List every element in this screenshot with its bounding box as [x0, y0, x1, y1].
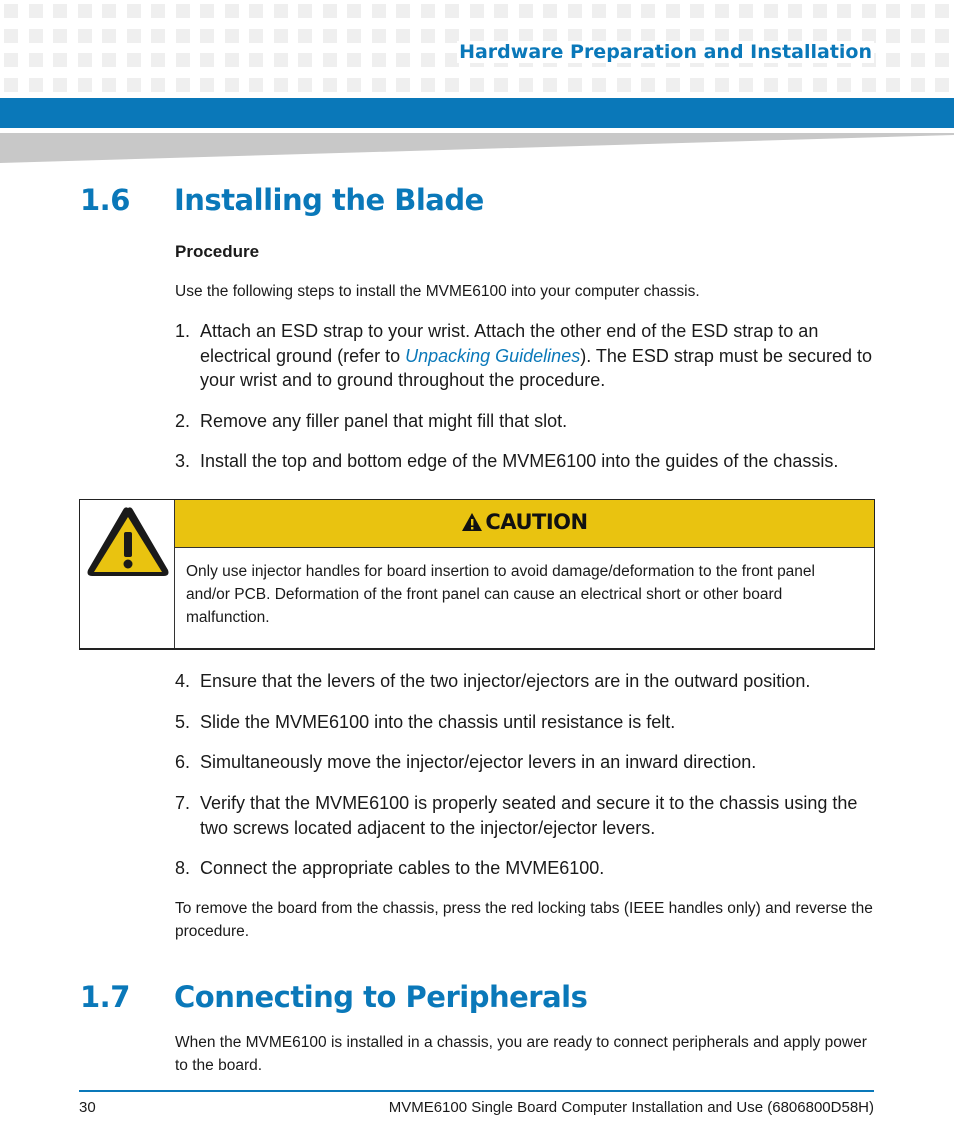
- header-dot: [543, 78, 557, 92]
- header-dot: [935, 29, 949, 43]
- header-dot: [568, 4, 582, 18]
- header-dot: [323, 78, 337, 92]
- header-dot: [494, 4, 508, 18]
- caution-banner: [175, 500, 874, 548]
- header-dot: [127, 78, 141, 92]
- header-dot: [935, 53, 949, 67]
- header-dot: [151, 29, 165, 43]
- header-dot: [151, 53, 165, 67]
- header-dot: [53, 4, 67, 18]
- header-dot: [911, 4, 925, 18]
- unpacking-guidelines-link[interactable]: Unpacking Guidelines: [405, 345, 581, 366]
- step-text: Ensure that the levers of the two injector/ejectors are in the outward position.: [200, 671, 811, 691]
- footer-rule: [79, 1090, 874, 1092]
- section-body: When the MVME6100 is installed in a chassis, you are ready to connect peripherals and apply power to the board.: [175, 1034, 867, 1074]
- header-dot: [127, 29, 141, 43]
- header-dot: [592, 4, 606, 18]
- procedure-label: Procedure: [175, 242, 260, 261]
- header-dot: [813, 78, 827, 92]
- header-dot: [151, 4, 165, 18]
- header-dot: [886, 4, 900, 18]
- header-dot: [200, 78, 214, 92]
- header-dot: [862, 78, 876, 92]
- page-number: 30: [79, 1099, 96, 1116]
- header-dot: [617, 4, 631, 18]
- step-number: 8.: [175, 858, 191, 878]
- header-dot: [788, 78, 802, 92]
- section-title: Installing the Blade: [174, 183, 484, 217]
- header-dot: [886, 29, 900, 43]
- header-dot: [176, 29, 190, 43]
- header-dot: [396, 53, 410, 67]
- intro-text: Use the following steps to install the MVME6100 into your computer chassis.: [175, 283, 700, 300]
- header-dot: [225, 78, 239, 92]
- header-dot: [298, 78, 312, 92]
- header-dot: [151, 78, 165, 92]
- header-dot: [396, 78, 410, 92]
- section-number: 1.6: [80, 183, 130, 217]
- header-dot: [421, 53, 435, 67]
- header-dot: [641, 78, 655, 92]
- header-dot: [519, 4, 533, 18]
- header-dot: [249, 78, 263, 92]
- step-text: Slide the MVME6100 into the chassis until resistance is felt.: [200, 712, 676, 732]
- step-text: Verify that the MVME6100 is properly seated and secure it to the chassis using the two screws located adjacent to the injector/ejector levers.: [200, 793, 858, 838]
- header-dot: [690, 78, 704, 92]
- header-dot: [4, 4, 18, 18]
- header-dot: [421, 78, 435, 92]
- header-dot: [4, 29, 18, 43]
- header-dot: [813, 4, 827, 18]
- header-dot: [78, 4, 92, 18]
- header-dot: [862, 4, 876, 18]
- header-dot: [837, 4, 851, 18]
- header-dot: [568, 78, 582, 92]
- header-dot: [176, 4, 190, 18]
- step-text: [200, 319, 880, 393]
- caution-label: [175, 510, 874, 534]
- step-number: 1.: [175, 321, 191, 341]
- header-dot: [421, 29, 435, 43]
- caution-label-text: CAUTION: [485, 510, 588, 534]
- header-dot: [764, 4, 778, 18]
- header-dot: [298, 4, 312, 18]
- header-dot: [445, 4, 459, 18]
- header-dot: [53, 29, 67, 43]
- header-dot: [641, 4, 655, 18]
- header-dot: [666, 78, 680, 92]
- header-dot: [666, 4, 680, 18]
- header-dot: [372, 78, 386, 92]
- step-number: 2.: [175, 411, 191, 431]
- small-warning-icon: [461, 512, 483, 532]
- header-dot: [372, 29, 386, 43]
- step-text-part: Attach an ESD strap to your wrist. Attach the other end of the ESD strap to an electrical ground (refer to: [200, 321, 819, 366]
- header-dot: [396, 4, 410, 18]
- header-dot: [102, 78, 116, 92]
- header-dot: [470, 4, 484, 18]
- header-dot: [102, 53, 116, 67]
- header-dot: [4, 53, 18, 67]
- step-number: 4.: [175, 671, 191, 691]
- header-dot: [592, 78, 606, 92]
- header-dot: [323, 53, 337, 67]
- header-dot: [347, 78, 361, 92]
- header-dot: [274, 78, 288, 92]
- header-dot: [200, 29, 214, 43]
- header-dot: [739, 4, 753, 18]
- header-dot: [225, 4, 239, 18]
- header-dot: [200, 53, 214, 67]
- header-dot: [249, 4, 263, 18]
- header-dot: [396, 29, 410, 43]
- header-dot: [911, 53, 925, 67]
- header-dot: [470, 78, 484, 92]
- header-dot: [421, 4, 435, 18]
- header-blue-bar: [0, 98, 954, 128]
- header-dot: [249, 53, 263, 67]
- chapter-title: Hardware Preparation and Installation: [459, 41, 872, 63]
- header-dot: [274, 4, 288, 18]
- header-dot: [78, 78, 92, 92]
- header-dot: [200, 4, 214, 18]
- header-dot: [494, 78, 508, 92]
- step-text: Remove any filler panel that might fill that slot.: [200, 411, 568, 431]
- header-dot: [176, 53, 190, 67]
- header-dot: [127, 53, 141, 67]
- header-dot: [176, 78, 190, 92]
- header-dot: [274, 53, 288, 67]
- removal-note: To remove the board from the chassis, press the red locking tabs (IEEE handles only) and reverse the procedure.: [175, 900, 873, 940]
- header-dot: [29, 29, 43, 43]
- header-dot: [935, 78, 949, 92]
- header-dot: [911, 78, 925, 92]
- header-dot: [249, 29, 263, 43]
- header-dot: [53, 78, 67, 92]
- header-dot: [102, 4, 116, 18]
- header-dot: [935, 4, 949, 18]
- header-dot: [29, 78, 43, 92]
- header-dot: [690, 4, 704, 18]
- header-dot: [4, 78, 18, 92]
- header-dot: [298, 53, 312, 67]
- header-dot: [886, 53, 900, 67]
- step-text: Simultaneously move the injector/ejector levers in an inward direction.: [200, 752, 757, 772]
- header-dot: [788, 4, 802, 18]
- header-dot: [445, 78, 459, 92]
- header-dot: [29, 4, 43, 18]
- header-dot: [543, 4, 557, 18]
- step-text-part: ). The ESD strap must be secured to your wrist and to ground throughout the procedure.: [200, 345, 872, 390]
- header-dot: [78, 53, 92, 67]
- header-grey-band: [0, 129, 954, 163]
- header-dot: [347, 29, 361, 43]
- header-dot: [715, 4, 729, 18]
- header-dot: [29, 53, 43, 67]
- header-dot: [372, 53, 386, 67]
- step-text: Connect the appropriate cables to the MVME6100.: [200, 858, 605, 878]
- caution-icon-cell: [80, 500, 175, 648]
- caution-box: [79, 499, 875, 650]
- header-dot: [323, 4, 337, 18]
- header-dot: [764, 78, 778, 92]
- step-text: Install the top and bottom edge of the MVME6100 into the guides of the chassis.: [200, 451, 839, 471]
- header-dot: [127, 4, 141, 18]
- header-dot: [347, 53, 361, 67]
- header-dot: [519, 78, 533, 92]
- header-dot: [886, 78, 900, 92]
- header-dot: [739, 78, 753, 92]
- header-dot: [347, 4, 361, 18]
- caution-text: Only use injector handles for board insertion to avoid damage/deformation to the front panel and/or PCB. Deformation of the front panel can cause an electrical short or other board malfunction.: [186, 563, 815, 626]
- footer-doc-title: MVME6100 Single Board Computer Installation and Use (6806800D58H): [388, 1099, 874, 1116]
- header-dot: [323, 29, 337, 43]
- header-dot: [225, 53, 239, 67]
- warning-triangle-icon: [83, 502, 173, 582]
- step-number: 6.: [175, 752, 191, 772]
- header-dot: [274, 29, 288, 43]
- header-dot: [715, 78, 729, 92]
- section-number: 1.7: [80, 980, 130, 1014]
- header-dot: [617, 78, 631, 92]
- step-number: 5.: [175, 712, 191, 732]
- header-dot: [911, 29, 925, 43]
- header-dot: [837, 78, 851, 92]
- header-dot: [225, 29, 239, 43]
- header-dot: [298, 29, 312, 43]
- section-title: Connecting to Peripherals: [174, 980, 588, 1014]
- step-number: 7.: [175, 793, 191, 813]
- header-dot: [78, 29, 92, 43]
- header-dot: [102, 29, 116, 43]
- header-dot: [372, 4, 386, 18]
- step-number: 3.: [175, 451, 191, 471]
- header-dot: [53, 53, 67, 67]
